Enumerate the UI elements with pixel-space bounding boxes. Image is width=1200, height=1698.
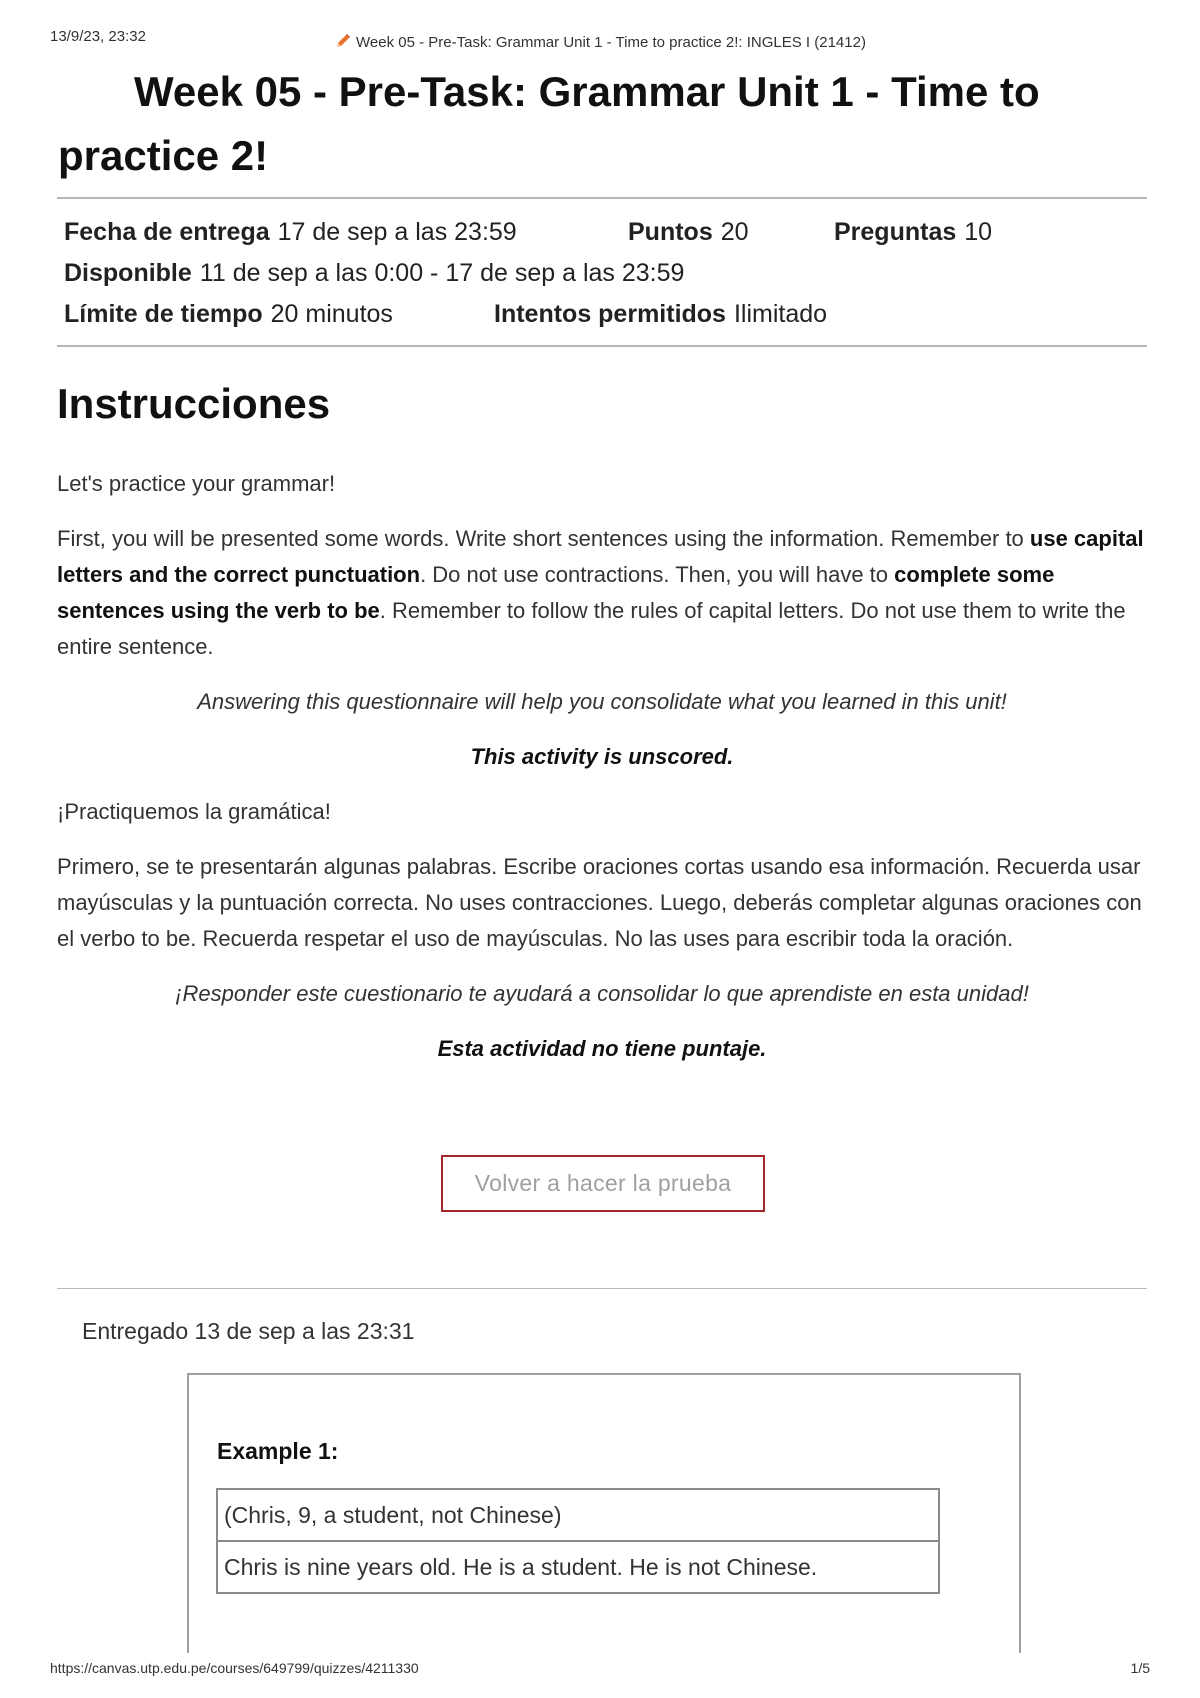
submitted-timestamp: Entregado 13 de sep a las 23:31 xyxy=(82,1318,415,1344)
time-limit xyxy=(64,294,494,335)
print-datetime: 13/9/23, 23:32 xyxy=(50,28,146,45)
quiz-details xyxy=(64,212,992,335)
bold-text: use capital letters and the correct punctuation xyxy=(57,526,1144,587)
table-cell: (Chris, 9, a student, not Chinese) xyxy=(217,1489,939,1541)
example-table xyxy=(216,1488,940,1594)
details-row xyxy=(64,253,992,294)
attempts-value: Ilimitado xyxy=(733,300,828,328)
points-label: Puntos xyxy=(628,218,713,246)
print-url: https://canvas.utp.edu.pe/courses/649799/quizzes/4211330 xyxy=(50,1660,419,1676)
instructions-paragraph xyxy=(57,521,1147,665)
text-run: . Do not use contractions. Then, you will have to xyxy=(420,562,895,587)
print-tab-title xyxy=(0,32,1200,51)
table-cell: Chris is nine years old. He is a student. He is not Chinese. xyxy=(217,1541,939,1593)
bold-text: complete some sentences using the verb to be xyxy=(57,562,1055,623)
text-run: . Remember to follow the rules of capital letters. Do not use them to write the entire sentence. xyxy=(57,598,1126,659)
due-date-label: Fecha de entrega xyxy=(64,218,270,246)
instructions-paragraph: Let's practice your grammar! xyxy=(57,471,336,496)
bold-text: This activity is unscored. xyxy=(470,744,734,769)
retake-quiz-button[interactable]: Volver a hacer la prueba xyxy=(441,1155,765,1212)
table-row xyxy=(217,1489,939,1541)
page-title: Week 05 - Pre-Task: Grammar Unit 1 - Time to practice 2! xyxy=(58,68,1040,179)
time-limit-label: Límite de tiempo xyxy=(64,300,263,328)
instructions-paragraph: ¡Practiquemos la gramática! xyxy=(57,799,331,824)
instructions-paragraph xyxy=(57,1031,1147,1067)
availability xyxy=(64,253,684,294)
questions xyxy=(834,212,992,253)
time-limit-value: 20 minutos xyxy=(270,300,393,328)
table-row xyxy=(217,1541,939,1593)
due-date-value: 17 de sep a las 23:59 xyxy=(277,218,517,246)
pencil-icon xyxy=(334,32,352,50)
availability-value: 11 de sep a las 0:00 - 17 de sep a las 23:59 xyxy=(199,259,685,287)
bold-text: Esta actividad no tiene puntaje. xyxy=(437,1036,767,1061)
instructions-paragraph: ¡Responder este cuestionario te ayudará a consolidar lo que aprendiste en esta unidad! xyxy=(175,981,1029,1006)
questions-value: 10 xyxy=(964,218,993,246)
divider xyxy=(57,345,1147,347)
instructions-paragraph: Answering this questionnaire will help you consolidate what you learned in this unit! xyxy=(197,689,1007,714)
questions-label: Preguntas xyxy=(834,218,957,246)
due-date xyxy=(64,212,628,253)
example-label: Example 1: xyxy=(217,1438,339,1464)
attempts xyxy=(494,294,827,335)
details-row xyxy=(64,212,992,253)
divider xyxy=(57,197,1147,199)
divider xyxy=(57,1288,1147,1289)
print-tab-title-text: Week 05 - Pre-Task: Grammar Unit 1 - Time to practice 2!: INGLES I (21412) xyxy=(356,34,866,51)
instructions-body xyxy=(57,466,1147,1086)
instructions-paragraph: Primero, se te presentarán algunas palabras. Escribe oraciones cortas usando esa información. Recuerda usar mayúsculas y la puntuación correcta. No uses contracciones. Luego, deberás completar algunas oraciones con el verbo to be. Recuerda respetar el uso de mayúsculas. No las uses para escribir toda la oración. xyxy=(57,854,1142,951)
points xyxy=(628,212,834,253)
instructions-paragraph xyxy=(57,739,1147,775)
details-row xyxy=(64,294,992,335)
print-page-number: 1/5 xyxy=(1130,1660,1150,1676)
availability-label: Disponible xyxy=(64,259,192,287)
points-value: 20 xyxy=(720,218,749,246)
instructions-heading: Instrucciones xyxy=(57,380,331,427)
attempts-label: Intentos permitidos xyxy=(494,300,726,328)
text-run: First, you will be presented some words. Write short sentences using the information. Remember to xyxy=(57,526,1030,551)
